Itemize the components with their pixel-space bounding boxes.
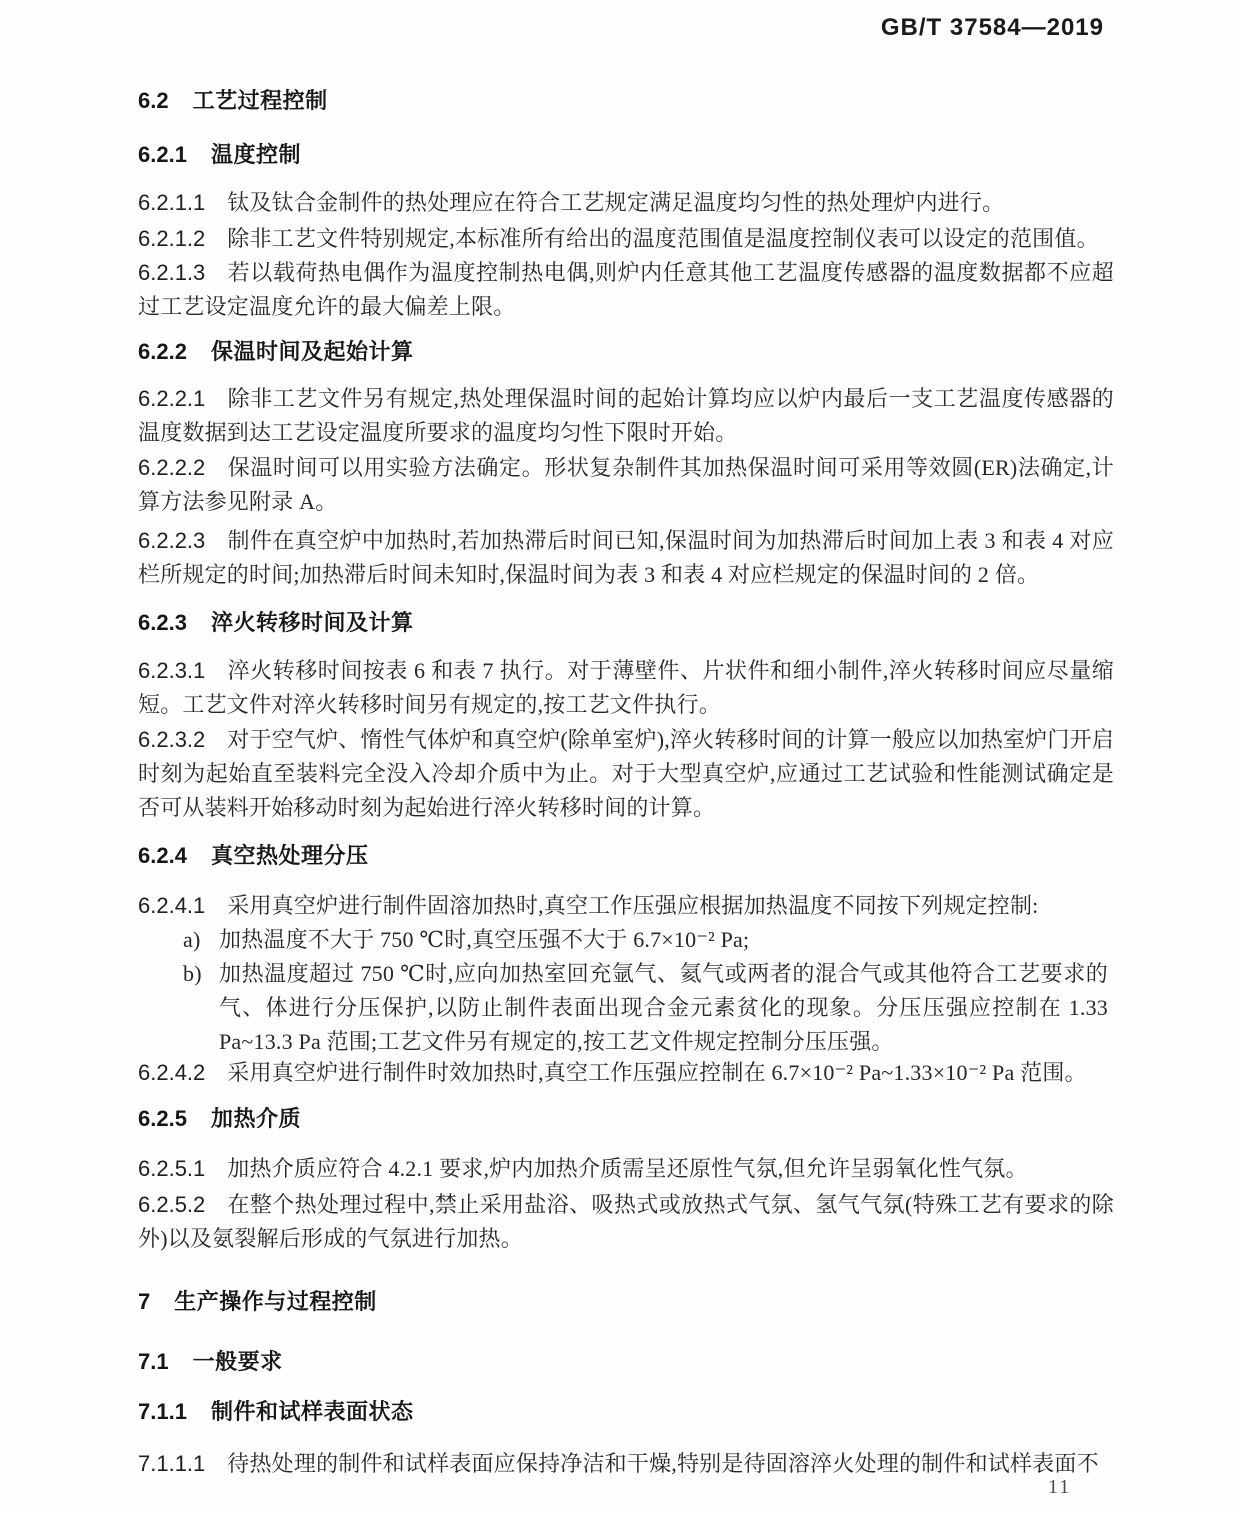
clause-number: 6.2.2.1 bbox=[138, 386, 206, 411]
section-heading-6-2-5 bbox=[138, 1104, 1114, 1134]
heading-number: 7.1 bbox=[138, 1349, 169, 1374]
heading-number: 7.1.1 bbox=[138, 1399, 187, 1424]
clause-number: 7.1.1.1 bbox=[138, 1451, 206, 1476]
clause-7-1-1-1 bbox=[138, 1447, 1114, 1481]
clause-text: 对于空气炉、惰性气体炉和真空炉(除单室炉),淬火转移时间的计算一般应以加热室炉门开启时刻为起始直至装料完全没入冷却介质中为止。对于大型真空炉,应通过工艺试验和性能测试确定是否可从装料开始移动时刻为起始进行淬火转移时间的计算。 bbox=[138, 727, 1114, 820]
heading-number: 6.2.2 bbox=[138, 339, 187, 364]
clause-6-2-3-1 bbox=[138, 654, 1114, 722]
heading-title: 保温时间及起始计算 bbox=[210, 339, 414, 364]
clause-number: 6.2.4.2 bbox=[138, 1060, 206, 1085]
clause-number: 6.2.1.3 bbox=[138, 260, 206, 285]
clause-number: 6.2.5.1 bbox=[138, 1156, 206, 1181]
clause-text: 钛及钛合金制件的热处理应在符合工艺规定满足温度均匀性的热处理炉内进行。 bbox=[227, 190, 1005, 215]
clause-text: 若以载荷热电偶作为温度控制热电偶,则炉内任意其他工艺温度传感器的温度数据都不应超过工艺设定温度允许的最大偏差上限。 bbox=[138, 260, 1114, 319]
heading-number: 6.2.1 bbox=[138, 142, 187, 167]
clause-6-2-4-1 bbox=[138, 889, 1114, 923]
page-number: 11 bbox=[1048, 1476, 1072, 1498]
section-heading-6-2 bbox=[138, 86, 1114, 116]
section-heading-7-1 bbox=[138, 1347, 1114, 1377]
clause-6-2-5-2 bbox=[138, 1188, 1114, 1256]
clause-text: 采用真空炉进行制件固溶加热时,真空工作压强应根据加热温度不同按下列规定控制: bbox=[227, 893, 1039, 918]
clause-number: 6.2.2.2 bbox=[138, 455, 206, 480]
clause-6-2-2-3 bbox=[138, 524, 1114, 592]
heading-number: 6.2.4 bbox=[138, 843, 187, 868]
section-heading-6-2-1 bbox=[138, 140, 1114, 170]
heading-title: 真空热处理分压 bbox=[210, 843, 369, 868]
clause-text: 除非工艺文件特别规定,本标准所有给出的温度范围值是温度控制仪表可以设定的范围值。 bbox=[227, 226, 1099, 251]
heading-number: 6.2.5 bbox=[138, 1106, 187, 1131]
clause-number: 6.2.3.1 bbox=[138, 658, 206, 683]
clause-text: 淬火转移时间按表 6 和表 7 执行。对于薄壁件、片状件和细小制件,淬火转移时间应尽量缩短。工艺文件对淬火转移时间另有规定的,按工艺文件执行。 bbox=[138, 658, 1114, 717]
list-text: 加热温度不大于 750 ℃时,真空压强不大于 6.7×10⁻² Pa; bbox=[219, 927, 750, 952]
heading-title: 生产操作与过程控制 bbox=[174, 1289, 377, 1314]
list-text: 加热温度超过 750 ℃时,应向加热室回充氩气、氦气或两者的混合气或其他符合工艺要求的气、体进行分压保护,以防止制件表面出现合金元素贫化的现象。分压压强应控制在 1.33 Pa~13.3 Pa 范围;工艺文件另有规定的,按工艺文件规定控制分压压强。 bbox=[219, 961, 1108, 1054]
page-header bbox=[0, 14, 1104, 42]
list-label: b) bbox=[183, 961, 202, 986]
section-heading-6-2-2 bbox=[138, 337, 1114, 367]
section-heading-7 bbox=[138, 1287, 1114, 1317]
list-label: a) bbox=[183, 927, 201, 952]
clause-number: 6.2.2.3 bbox=[138, 528, 206, 553]
clause-number: 6.2.1.1 bbox=[138, 190, 206, 215]
heading-number: 6.2 bbox=[138, 88, 169, 113]
clause-number: 6.2.3.2 bbox=[138, 727, 206, 752]
heading-title: 温度控制 bbox=[210, 142, 301, 167]
clause-number: 6.2.5.2 bbox=[138, 1192, 206, 1217]
clause-6-2-1-2 bbox=[138, 222, 1114, 256]
clause-6-2-3-2 bbox=[138, 723, 1114, 825]
clause-text: 除非工艺文件另有规定,热处理保温时间的起始计算均应以炉内最后一支工艺温度传感器的温度数据到达工艺设定温度所要求的温度均匀性下限时开始。 bbox=[138, 386, 1114, 445]
section-heading-6-2-3 bbox=[138, 608, 1114, 638]
clause-6-2-5-1 bbox=[138, 1152, 1114, 1186]
heading-title: 工艺过程控制 bbox=[192, 88, 328, 113]
clause-6-2-2-2 bbox=[138, 451, 1114, 519]
clause-text: 制件在真空炉中加热时,若加热滞后时间已知,保温时间为加热滞后时间加上表 3 和表 4 对应栏所规定的时间;加热滞后时间未知时,保温时间为表 3 和表 4 对应栏规定的保温时间的 2 倍。 bbox=[138, 528, 1114, 587]
clause-text: 保温时间可以用实验方法确定。形状复杂制件其加热保温时间可采用等效圆(ER)法确定,计算方法参见附录 A。 bbox=[138, 455, 1114, 514]
list-item-b bbox=[183, 957, 1108, 1059]
heading-title: 加热介质 bbox=[210, 1106, 301, 1131]
list-item-a bbox=[183, 923, 1108, 957]
clause-number: 6.2.1.2 bbox=[138, 226, 206, 251]
clause-text: 加热介质应符合 4.2.1 要求,炉内加热介质需呈还原性气氛,但允许呈弱氧化性气氛。 bbox=[227, 1156, 1028, 1181]
standard-number: GB/T 37584—2019 bbox=[880, 14, 1104, 41]
clause-6-2-2-1 bbox=[138, 382, 1114, 450]
clause-text: 待热处理的制件和试样表面应保持净洁和干燥,特别是待固溶淬火处理的制件和试样表面不 bbox=[227, 1451, 1099, 1476]
heading-title: 淬火转移时间及计算 bbox=[210, 610, 414, 635]
heading-number: 6.2.3 bbox=[138, 610, 187, 635]
heading-number: 7 bbox=[138, 1289, 151, 1314]
heading-title: 一般要求 bbox=[192, 1349, 283, 1374]
clause-text: 在整个热处理过程中,禁止采用盐浴、吸热式或放热式气氛、氢气气氛(特殊工艺有要求的除外)以及氨裂解后形成的气氛进行加热。 bbox=[138, 1192, 1114, 1251]
clause-number: 6.2.4.1 bbox=[138, 893, 206, 918]
section-heading-7-1-1 bbox=[138, 1397, 1114, 1427]
clause-text: 采用真空炉进行制件时效加热时,真空工作压强应控制在 6.7×10⁻² Pa~1.33×10⁻² Pa 范围。 bbox=[227, 1060, 1087, 1085]
clause-6-2-1-1 bbox=[138, 186, 1114, 220]
heading-title: 制件和试样表面状态 bbox=[210, 1399, 414, 1424]
clause-6-2-1-3 bbox=[138, 256, 1114, 324]
clause-6-2-4-2 bbox=[138, 1056, 1114, 1090]
section-heading-6-2-4 bbox=[138, 841, 1114, 871]
